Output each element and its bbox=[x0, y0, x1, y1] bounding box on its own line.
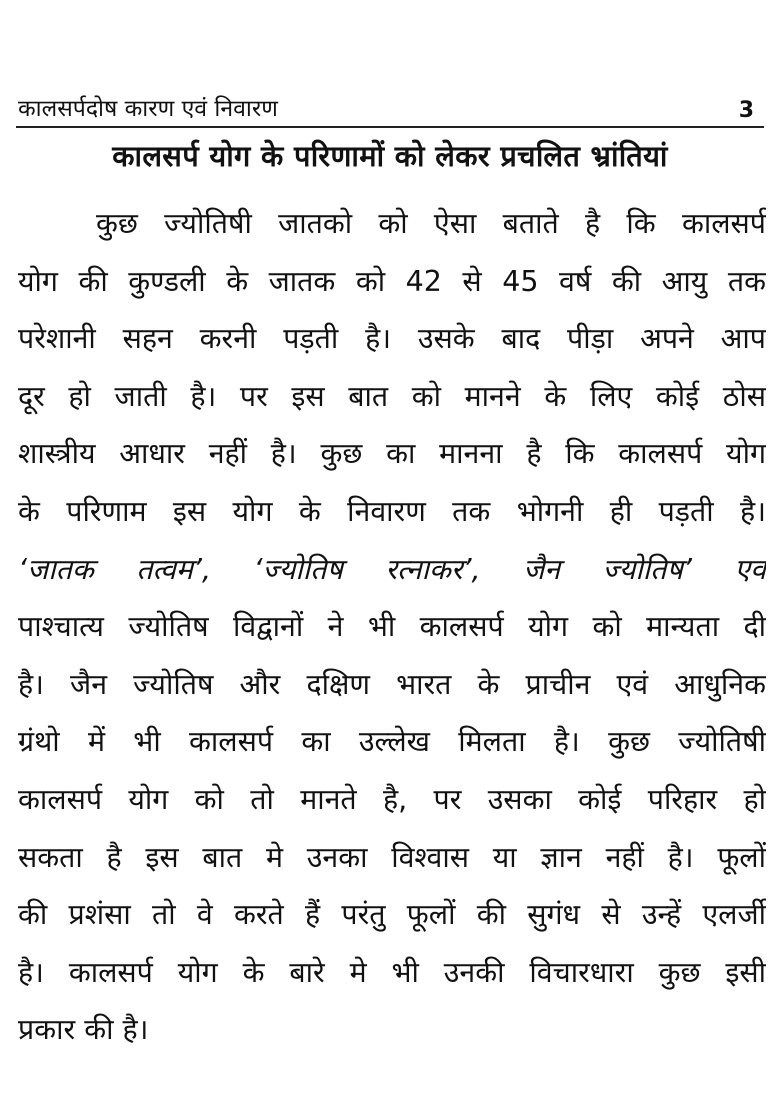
text-line: प्रकार की है। bbox=[18, 1013, 149, 1047]
text-line: के परिणाम इस योग के निवारण तक भोगनी ही पड़ती है। bbox=[18, 494, 766, 528]
text-line: परेशानी सहन करनी पड़ती है। उसके बाद पीड़ा अपने आप bbox=[18, 322, 766, 356]
text-line: की प्रशंसा तो वे करते हैं परंतु फूलों की सुगंध से उन्हें एलर्जी bbox=[18, 898, 766, 932]
text-line: योग की कुण्डली के जातक को 42 से 45 वर्ष की आयु तक bbox=[18, 264, 766, 298]
text-line: है। कालसर्प योग के बारे मे भी उनकी विचारधारा कुछ इसी bbox=[18, 955, 766, 989]
running-title: कालसर्पदोष कारण एवं निवारण bbox=[18, 96, 278, 122]
text-line: है। जैन ज्योतिष और दक्षिण भारत के प्राचीन एवं आधुनिक bbox=[18, 667, 766, 701]
text-line: ग्रंथो में भी कालसर्प का उल्लेख मिलता है। कुछ ज्योतिषी bbox=[18, 725, 766, 759]
page-number: 3 bbox=[738, 98, 754, 123]
text-line: कालसर्प योग को तो मानते है, पर उसका कोई परिहार हो bbox=[18, 782, 766, 816]
text-line-citations: ‘जातक तत्वम’, ‘ज्योतिष रत्नाकर’, जैन ज्योतिष’ एवं bbox=[18, 552, 766, 586]
body-text bbox=[18, 195, 766, 1059]
text-line: शास्त्रीय आधार नहीं है। कुछ का मानना है कि कालसर्प योग bbox=[18, 437, 766, 471]
running-header bbox=[16, 92, 764, 128]
chapter-title: कालसर्प योग के परिणामों को लेकर प्रचलित भ्रांतियां bbox=[112, 139, 668, 173]
text-line: सकता है इस बात मे उनका विश्वास या ज्ञान नहीं है। फूलों bbox=[18, 840, 766, 874]
text-line: पाश्चात्य ज्योतिष विद्वानों ने भी कालसर्प योग को मान्यता दी bbox=[18, 610, 766, 644]
text-line: कुछ ज्योतिषी जातको को ऐसा बताते है कि कालसर्प bbox=[96, 207, 766, 240]
text-line: दूर हो जाती है। पर इस बात को मानने के लिए कोई ठोस bbox=[18, 379, 766, 413]
